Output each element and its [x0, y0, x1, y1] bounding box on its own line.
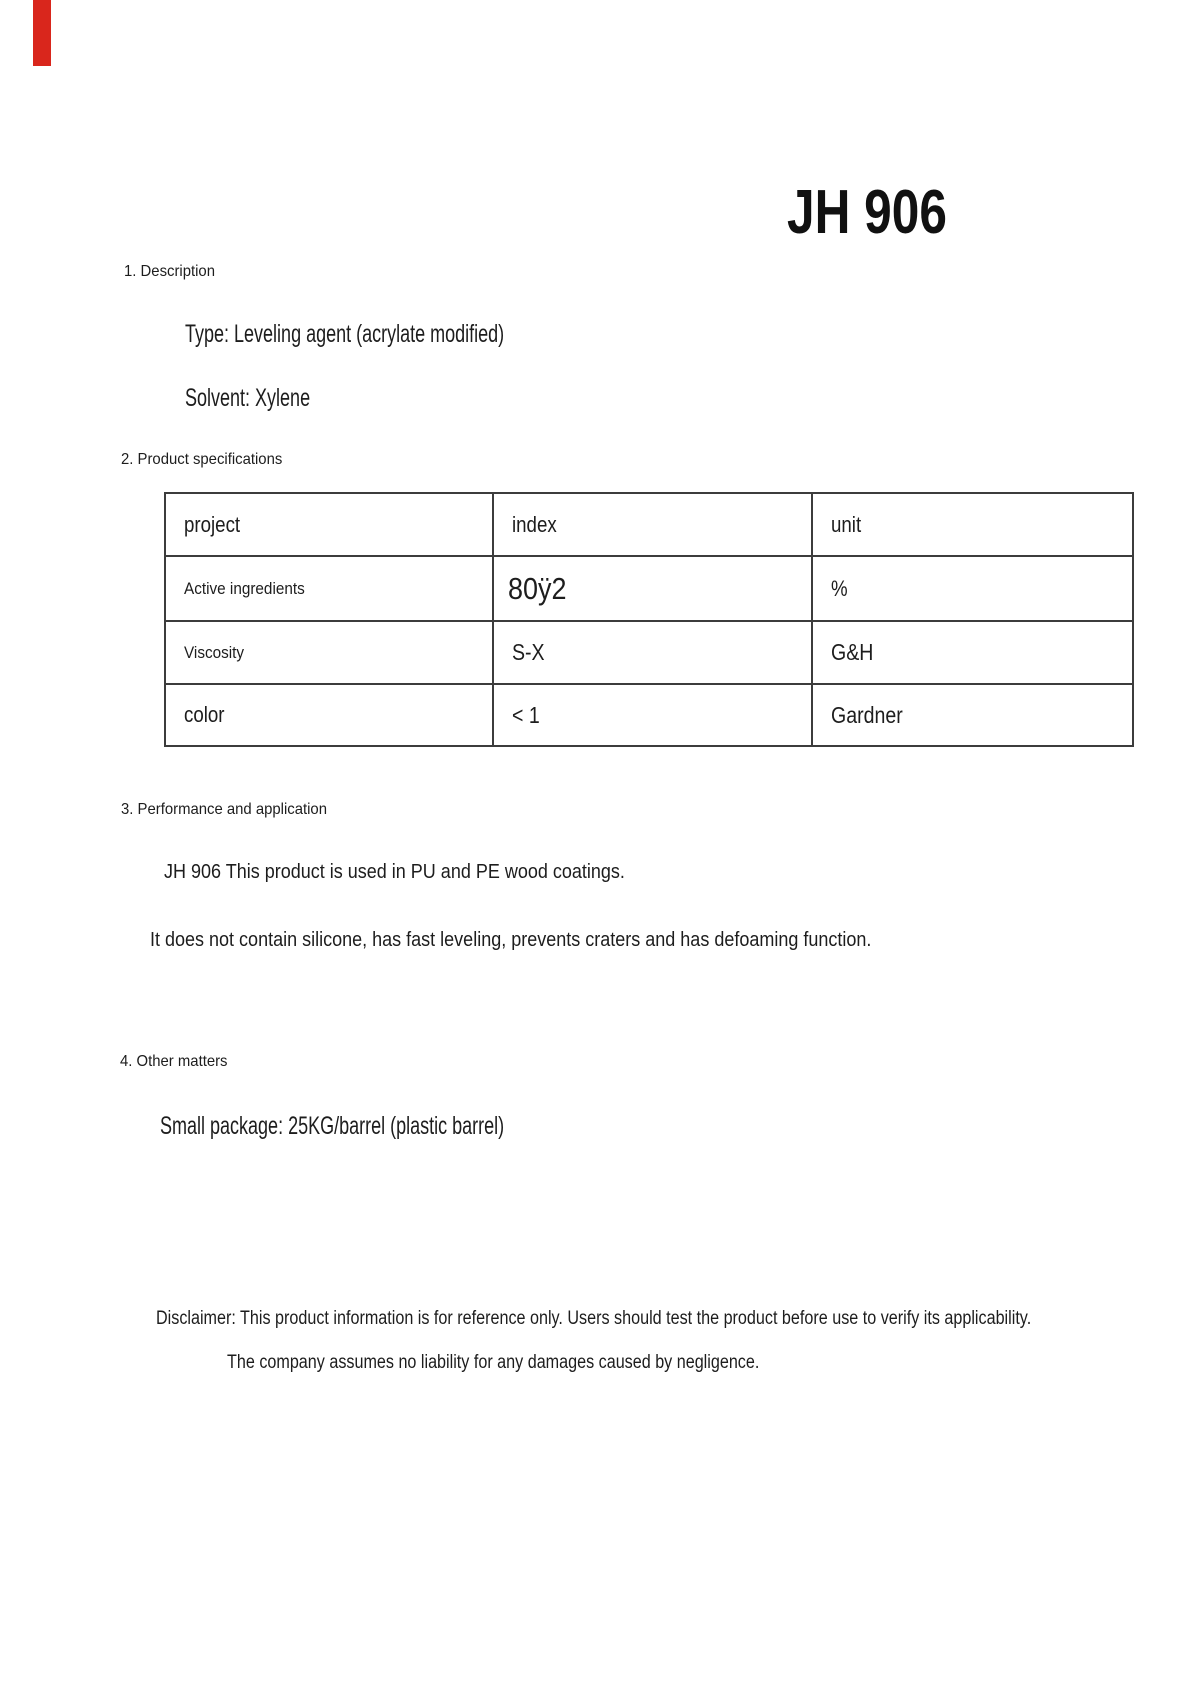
solvent-line: Solvent: Xylene [185, 384, 311, 412]
type-line: Type: Leveling agent (acrylate modified) [185, 320, 505, 348]
disclaimer-line-2: The company assumes no liability for any damages caused by negligence. [227, 1352, 760, 1373]
table-header-project: project [166, 494, 494, 557]
table-cell-color-unit: Gardner [831, 701, 903, 728]
page-title [787, 178, 987, 247]
section-2-heading: 2. Product specifications [121, 451, 283, 468]
section-3-heading: 3. Performance and application [121, 801, 327, 818]
section-1-heading: 1. Description [124, 263, 215, 280]
table-cell-viscosity-unit: G&H [813, 622, 1132, 685]
package-line: Small package: 25KG/barrel (plastic barrel) [160, 1112, 505, 1140]
table-cell-active-ingredients: Active ingredients [166, 557, 494, 622]
disclaimer-line-1: Disclaimer: This product information is for reference only. Users should test the product before use to verify its applicability. [156, 1308, 1032, 1329]
table-cell-viscosity-value: S-X [494, 622, 813, 685]
performance-line-1: JH 906 This product is used in PU and PE wood coatings. [164, 861, 625, 883]
table-header-index: index [494, 494, 813, 557]
table-cell-active-value: 80ÿ2 [494, 557, 813, 622]
table-header-unit: unit [813, 494, 1132, 557]
spec-table [164, 492, 1134, 747]
table-cell-color: color [166, 685, 494, 745]
table-cell-active-unit: % [813, 557, 1132, 622]
red-mark [33, 0, 51, 66]
page-title-text: JH 906 [787, 178, 947, 247]
section-4-heading: 4. Other matters [120, 1053, 228, 1070]
performance-line-2: It does not contain silicone, has fast leveling, prevents craters and has defoaming function. [150, 929, 872, 951]
table-cell-color-value: < 1 [494, 685, 813, 745]
table-cell-viscosity: Viscosity [166, 622, 494, 685]
